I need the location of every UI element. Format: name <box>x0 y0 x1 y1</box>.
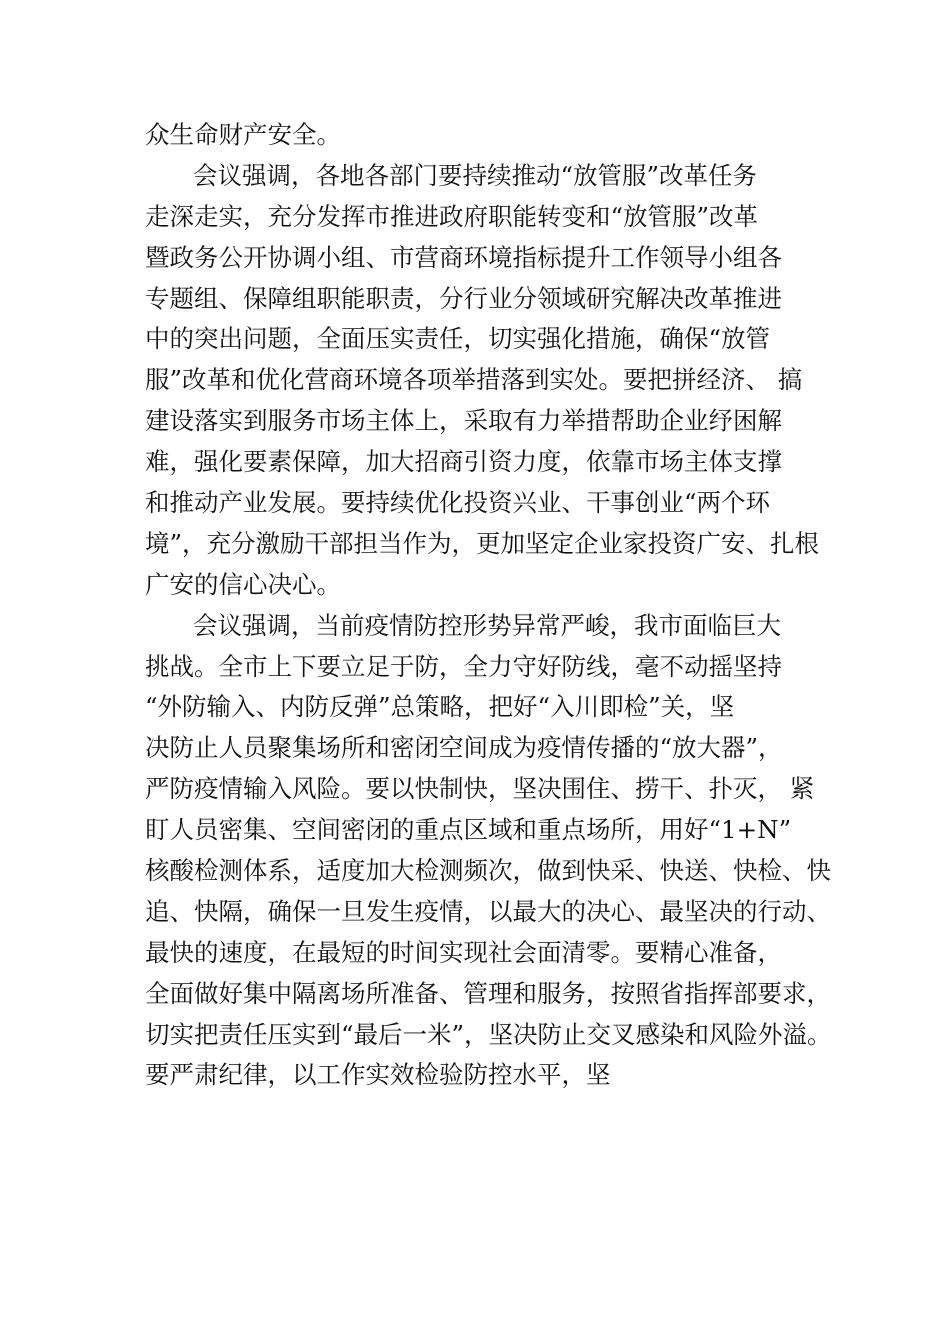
text-line: 追、快隔，确保一旦发生疫情，以最大的决心、最坚决的行动、 <box>145 896 831 926</box>
text-line: 盯人员密集、空间密闭的重点区域和重点场所，用好“1+N” <box>145 815 792 845</box>
text-line: 全面做好集中隔离场所准备、管理和服务，按照省指挥部要求， <box>145 978 831 1008</box>
text-line: 境”，充分激励干部担当作为，更加坚定企业家投资广安、扎根 <box>145 528 820 558</box>
text-line: 走深走实，充分发挥市推进政府职能转变和“放管服”改革 <box>145 201 759 231</box>
paragraph-start-line: 会议强调，当前疫情防控形势异常严峻，我市面临巨大 <box>193 610 781 640</box>
text-line: 难，强化要素保障，加大招商引资力度，依靠市场主体支撑 <box>145 447 782 477</box>
text-line: 决防止人员聚集场所和密闭空间成为疫情传播的“放大器”， <box>145 733 783 763</box>
text-line: 要严肃纪律，以工作实效检验防控水平，坚 <box>145 1060 611 1090</box>
text-line: “外防输入、内防反弹”总策略，把好“入川即检”关，坚 <box>145 692 735 722</box>
paragraph-start-line: 会议强调，各地各部门要持续推动“放管服”改革任务 <box>193 160 758 190</box>
text-line: 众生命财产安全。 <box>145 120 341 149</box>
text-line: 建设落实到服务市场主体上，采取有力举措帮助企业纾困解 <box>145 406 782 436</box>
text-line: 暨政务公开协调小组、市营商环境指标提升工作领导小组各 <box>145 242 782 272</box>
text-line: 和推动产业发展。要持续优化投资兴业、干事创业“两个环 <box>145 488 771 518</box>
text-line: 挑战。全市上下要立足于防，全力守好防线，毫不动摇坚持 <box>145 651 782 681</box>
text-line: 严防疫情输入风险。要以快制快，坚决围住、捞干、扑灭， 紧 <box>145 774 815 804</box>
text-line: 专题组、保障组职能职责，分行业分领域研究解决改革推进 <box>145 283 782 313</box>
text-line: 广安的信心决心。 <box>145 569 341 599</box>
text-line: 中的突出问题，全面压实责任，切实强化措施，确保“放管 <box>145 324 771 354</box>
text-line: 切实把责任压实到“最后一米”，坚决防止交叉感染和风险外溢。 <box>145 1019 832 1049</box>
body-text <box>145 115 845 1096</box>
text-line: 核酸检测体系，适度加大检测频次，做到快采、快送、快检、快 <box>145 856 831 886</box>
text-line: 最快的速度，在最短的时间实现社会面清零。要精心准备， <box>145 937 782 967</box>
text-line: 服”改革和优化营商环境各项举措落到实处。要把拼经济、 搞 <box>145 365 803 395</box>
